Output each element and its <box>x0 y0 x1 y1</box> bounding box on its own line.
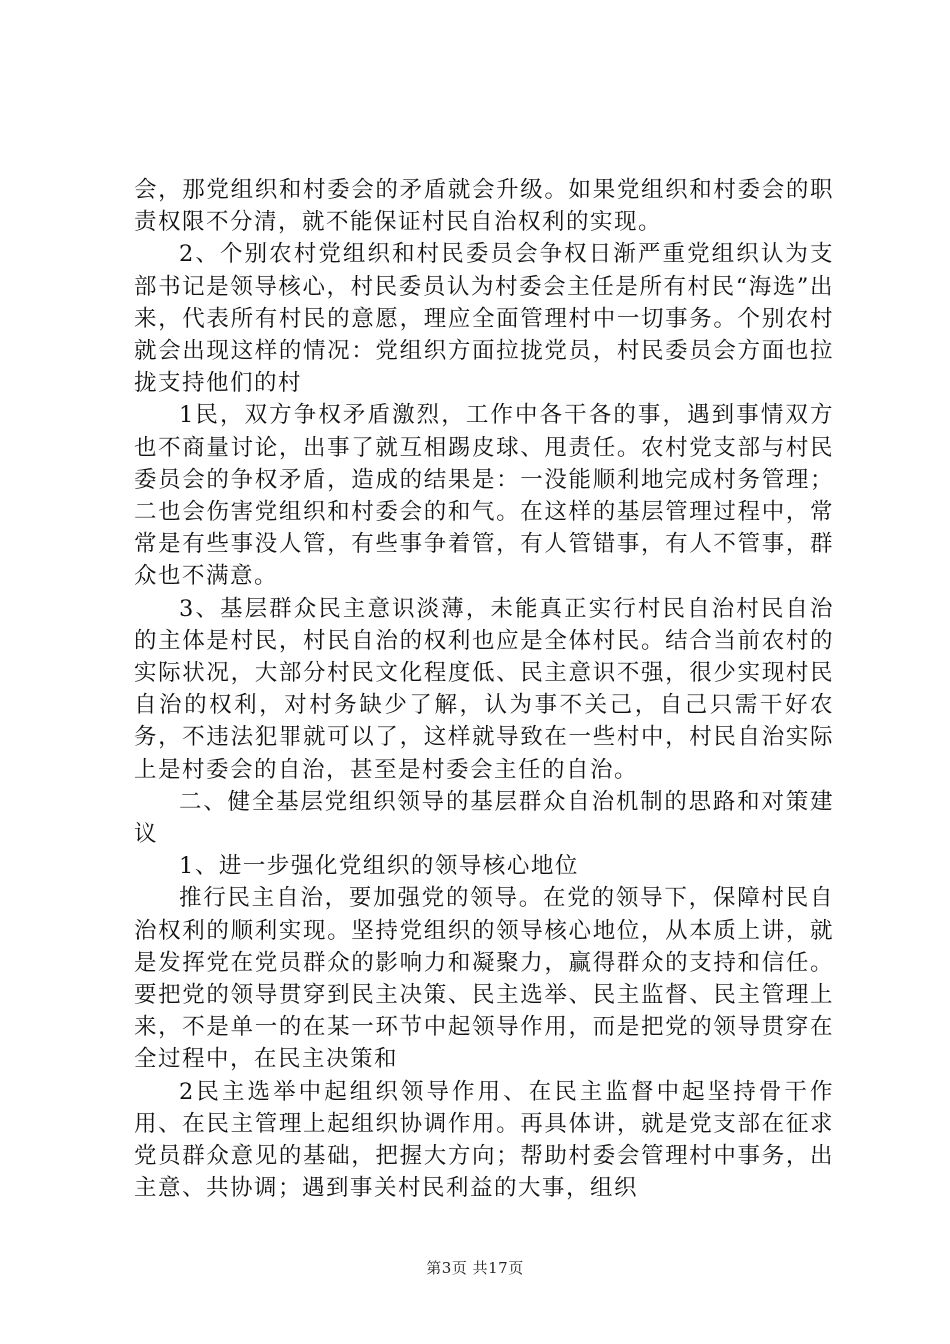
paragraph-continuation: 会，那党组织和村委会的矛盾就会升级。如果党组织和村委会的职责权限不分清，就不能保证村民自治权利的实现。 <box>134 177 834 236</box>
paragraph-item-2: 2、个别农村党组织和村民委员会争权日渐严重党组织认为支部书记是领导核心，村民委员认为村委会主任是所有村民“海选”出来，代表所有村民的意愿，理应全面管理村中一切事务。个别农村就会出现这样的情况：党组织方面拉拢党员，村民委员会方面也拉拢支持他们的村 <box>134 241 834 397</box>
section-heading-2: 二、健全基层党组织领导的基层群众自治机制的思路和对策建议 <box>134 788 834 848</box>
subsection-heading-1: 1、进一步强化党组织的领导核心地位 <box>179 853 579 880</box>
document-body <box>134 174 834 1205</box>
paragraph-continuation-3: 2民主选举中起组织领导作用、在民主监督中起坚持骨干作用、在民主管理上起组织协调作用。再具体讲，就是党支部在征求党员群众意见的基础，把握大方向；帮助村委会管理村中事务，出主意、共协调；遇到事关村民利益的大事，组织 <box>134 1078 834 1202</box>
paragraph-leadership: 推行民主自治，要加强党的领导。在党的领导下，保障村民自治权利的顺利实现。坚持党组织的领导核心地位，从本质上讲，就是发挥党在党员群众的影响力和凝聚力，赢得群众的支持和信任。要把党的领导贯穿到民主决策、民主选举、民主监督、民主管理上来，不是单一的在某一环节中起领导作用，而是把党的领导贯穿在全过程中，在民主决策和 <box>134 885 834 1073</box>
paragraph-continuation-2: 1民，双方争权矛盾激烈，工作中各干各的事，遇到事情双方也不商量讨论，出事了就互相踢皮球、甩责任。农村党支部与村民委员会的争权矛盾，造成的结果是：一没能顺利地完成村务管理；二也会伤害党组织和村委会的和气。在这样的基层管理过程中，常常是有些事没人管，有些事争着管，有人管错事，有人不管事，群众也不满意。 <box>134 402 834 590</box>
page-number-footer: 第3页 共17页 <box>426 1259 524 1277</box>
paragraph-item-3: 3、基层群众民主意识淡薄，未能真正实行村民自治村民自治的主体是村民，村民自治的权利也应是全体村民。结合当前农村的实际状况，大部分村民文化程度低、民主意识不强，很少实现村民自治的权利，对村务缺少了解，认为事不关己，自己只需干好农务，不违法犯罪就可以了，这样就导致在一些村中，村民自治实际上是村委会的自治，甚至是村委会主任的自治。 <box>134 595 834 783</box>
